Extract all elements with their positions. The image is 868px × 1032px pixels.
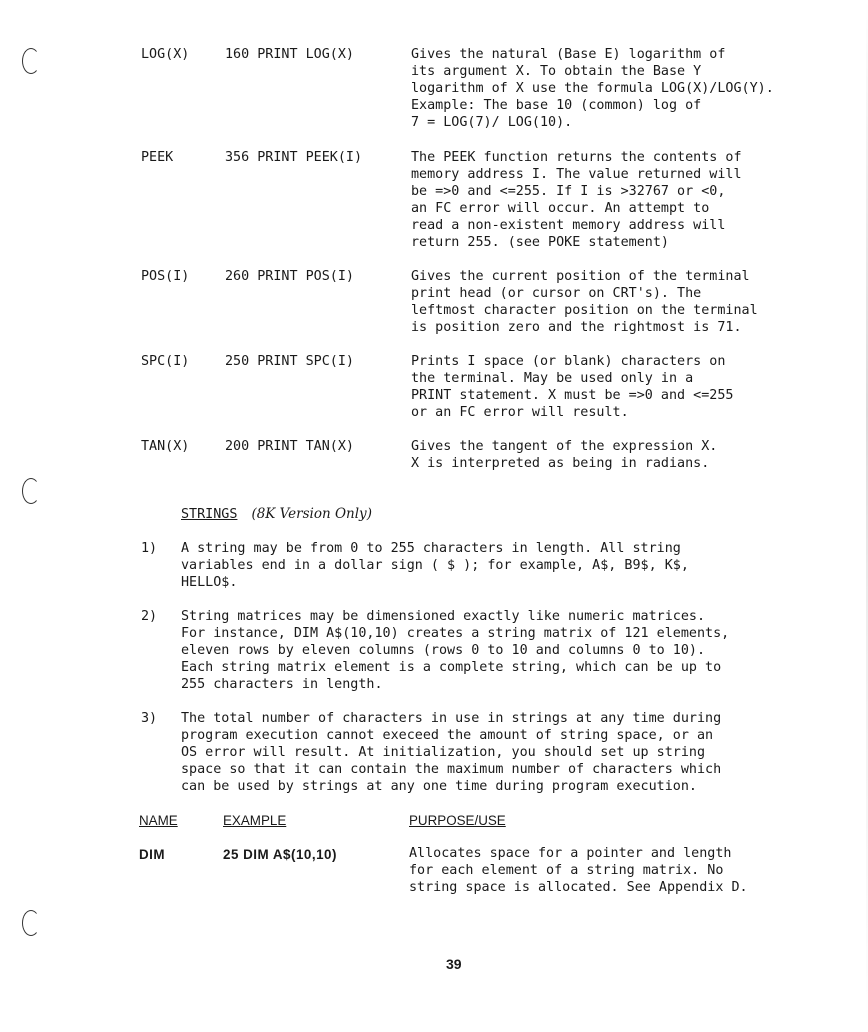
section-note: (8K Version Only)	[251, 506, 372, 522]
function-example: 250 PRINT SPC(I)	[225, 354, 354, 369]
function-example: 160 PRINT LOG(X)	[225, 47, 354, 62]
function-name: PEEK	[141, 150, 174, 165]
item-number: 1)	[141, 541, 158, 556]
function-description: Prints I space (or blank) characters on the terminal. May be used only in a PRINT statement. X must be =>0 and <=255 or an FC error will result.	[411, 354, 734, 420]
function-name: DIM	[139, 847, 166, 862]
function-description: Gives the natural (Base E) logarithm of its argument X. To obtain the Base Y logarithm of X use the formula LOG(X)/LOG(Y). Example: The base 10 (common) log of 7 = LOG(7)/ LOG(10).	[411, 47, 774, 130]
binder-hole-top	[22, 48, 40, 74]
item-number: 2)	[141, 609, 158, 624]
item-text: String matrices may be dimensioned exactly like numeric matrices. For instance, DIM A$(10,10) creates a string matrix of 121 elements, eleven rows by eleven columns (rows 0 to 10 and columns 0 to 10). Each string matrix element is a complete string, which can be up to 255 characters in length.	[181, 609, 730, 692]
column-header-purpose: PURPOSE/USE	[409, 813, 506, 828]
function-description: The PEEK function returns the contents of memory address I. The value returned will be =>0 and <=255. If I is >32767 or <0, an FC error will occur. An attempt to read a non-existent memory address will return 255. (see POKE statement)	[411, 150, 742, 250]
function-name: POS(I)	[141, 269, 190, 284]
function-example: 260 PRINT POS(I)	[225, 269, 354, 284]
function-name: TAN(X)	[141, 439, 190, 454]
column-header-name: NAME	[139, 813, 178, 828]
column-header-example: EXAMPLE	[223, 813, 287, 828]
function-description: Gives the tangent of the expression X. X is interpreted as being in radians.	[411, 439, 718, 471]
function-example: 200 PRINT TAN(X)	[225, 439, 354, 454]
page-number: 39	[446, 956, 462, 972]
section-title: STRINGS	[181, 507, 238, 522]
function-description: Allocates space for a pointer and length for each element of a string matrix. No string space is allocated. See Appendix D.	[409, 846, 748, 895]
section-title-strings	[181, 506, 372, 523]
item-text: The total number of characters in use in strings at any time during program execution cannot execeed the amount of string space, or an OS error will result. At initialization, you should set up string space so that it can contain the maximum number of characters which can be used by strings at any one time during program execution.	[181, 711, 722, 794]
function-example: 25 DIM A$(10,10)	[223, 847, 337, 862]
binder-hole-bottom	[22, 910, 40, 936]
item-text: A string may be from 0 to 255 characters in length. All string variables end in a dollar sign ( $ ); for example, A$, B9$, K$, HELLO$.	[181, 541, 689, 590]
function-description: Gives the current position of the terminal print head (or cursor on CRT's). The leftmost character position on the terminal is position zero and the rightmost is 71.	[411, 269, 758, 335]
binder-hole-middle	[22, 478, 40, 504]
function-name: LOG(X)	[141, 47, 190, 62]
item-number: 3)	[141, 711, 158, 726]
function-name: SPC(I)	[141, 354, 190, 369]
function-example: 356 PRINT PEEK(I)	[225, 150, 363, 165]
